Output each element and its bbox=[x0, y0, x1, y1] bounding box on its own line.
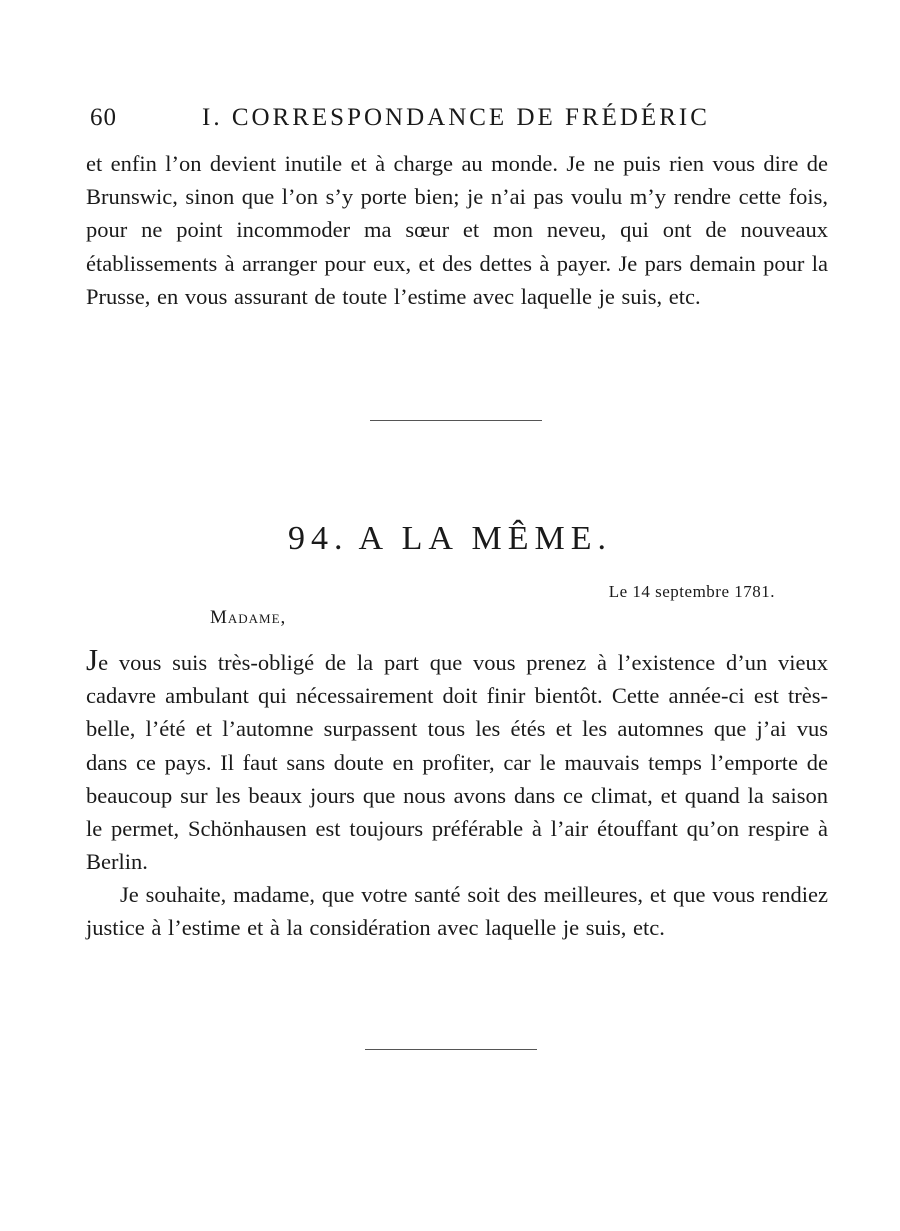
letter-paragraph-1-text: e vous suis très-obligé de la part que vous prenez à l’existence d’un vieux cadavre ambulant qui nécessairement doit finir bientôt. Cette année-ci est très-belle, l’été et l’automne surpassent tous les étés et les automnes que j’ai vus dans ce pays. Il faut sans doute en profiter, car le mauvais temps l’emporte de beaucoup sur les beaux jours que nous avons dans ce climat, et quand la saison le permet, Schönhausen est toujours préférable à l’air étouffant qu’on respire à Berlin. bbox=[86, 650, 828, 875]
letter-paragraph-2-text: Je souhaite, madame, que votre santé soit des meilleures, et que vous rendiez justice à l’estime et à la considération avec laquelle je suis, etc. bbox=[86, 882, 828, 941]
page-number: 60 bbox=[90, 104, 117, 131]
letter-title: A LA MÊME. bbox=[358, 520, 613, 557]
continuation-paragraph: et enfin l’on devient inutile et à charge au monde. Je ne puis rien vous dire de Brunswic, sinon que l’on s’y porte bien; je n’ai pas voulu m’y rendre cette fois, pour ne point incommoder ma sœur et mon neveu, qui ont de nouveaux établissements à arranger pour eux, et des dettes à payer. Je pars demain pour la Prusse, en vous assurant de toute l’estime avec laquelle je suis, etc. bbox=[86, 151, 828, 309]
running-head bbox=[90, 104, 730, 138]
letter-number: 94. bbox=[287, 520, 349, 557]
section-divider-bottom bbox=[365, 1049, 537, 1050]
letter-heading bbox=[0, 520, 900, 558]
drop-cap: J bbox=[86, 642, 99, 677]
letter-salutation: Madame, bbox=[210, 607, 287, 628]
letter-paragraph-1 bbox=[86, 642, 828, 878]
section-divider-top bbox=[370, 420, 542, 421]
letter-paragraph-2 bbox=[86, 878, 828, 944]
running-head-title: I. CORRESPONDANCE DE FRÉDÉRIC bbox=[202, 104, 710, 131]
letter-dateline: Le 14 septembre 1781. bbox=[608, 582, 775, 601]
